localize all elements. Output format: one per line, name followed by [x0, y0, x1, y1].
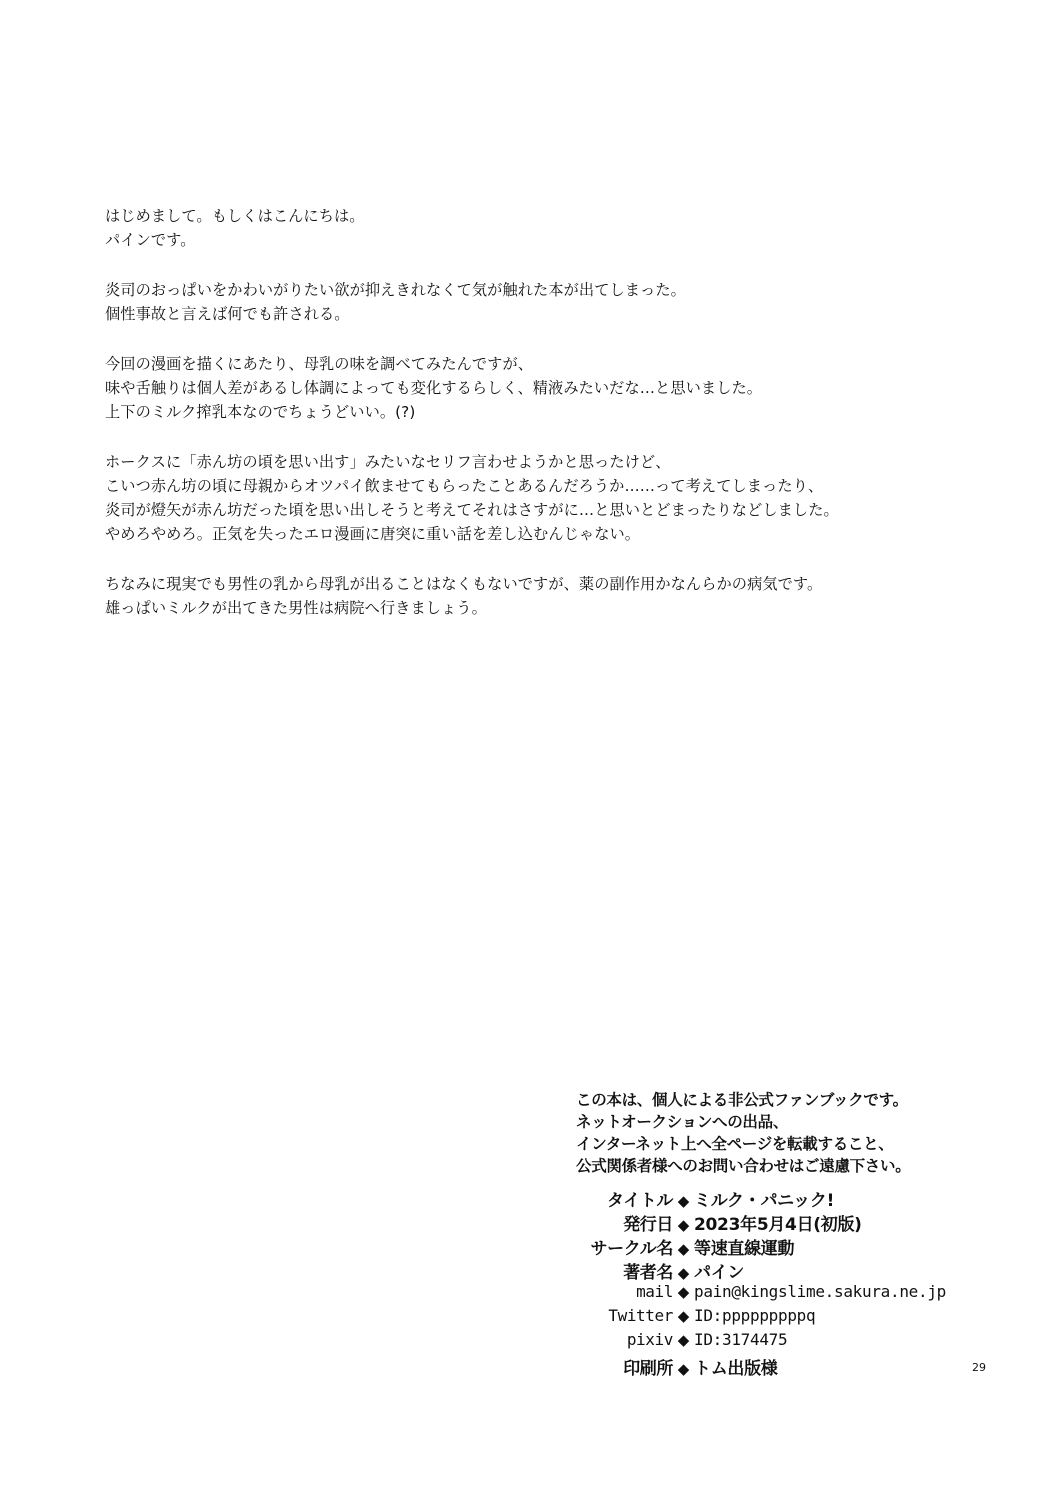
- colophon-label: Twitter: [608, 1306, 673, 1325]
- colophon-value: ID:3174475: [694, 1330, 788, 1349]
- afterword-paragraph-4: [105, 450, 1005, 546]
- afterword-line: 炎司が燈矢が赤ん坊だった頃を思い出しそうと考えてそれはさすがに…と思いとどまったりなどしました。: [105, 501, 839, 519]
- colophon-row-author: [560, 1258, 980, 1282]
- colophon-label: タイトル: [606, 1191, 673, 1211]
- colophon-row-mail: [560, 1282, 980, 1306]
- afterword-line: ちなみに現実でも男性の乳から母乳が出ることはなくもないですが、薬の副作用かなんらかの病気です。: [105, 575, 823, 593]
- afterword-line: 炎司のおっぱいをかわいがりたい欲が抑えきれなくて気が触れた本が出てしまった。: [105, 281, 686, 299]
- diamond-icon: ◆: [677, 1360, 690, 1378]
- afterword-text: [105, 204, 1005, 646]
- colophon-label: pixiv: [626, 1330, 673, 1349]
- colophon-label: mail: [636, 1282, 673, 1301]
- afterword-paragraph-2: [105, 278, 1005, 326]
- colophon-row-title: [560, 1186, 980, 1210]
- diamond-icon: ◆: [677, 1283, 690, 1301]
- afterword-line: パインです。: [105, 231, 196, 249]
- notice-line: インターネット上へ全ページを転載すること、: [576, 1135, 894, 1153]
- fanbook-notice: [576, 1089, 1046, 1177]
- afterword-line: 上下のミルク搾乳本なのでちょうどいい。(?): [105, 403, 416, 421]
- afterword-line: こいつ赤ん坊の頃に母親からオツパイ飲ませてもらったことあるんだろうか……って考えてしまったり、: [105, 477, 824, 495]
- colophon: [560, 1186, 980, 1378]
- diamond-icon: ◆: [677, 1216, 690, 1234]
- colophon-label: 発行日: [623, 1215, 673, 1235]
- colophon-value: 等速直線運動: [694, 1239, 795, 1259]
- notice-line: 公式関係者様へのお問い合わせはご遠慮下さい。: [576, 1157, 911, 1175]
- colophon-row-date: [560, 1210, 980, 1234]
- colophon-row-circle: [560, 1234, 980, 1258]
- colophon-value: ミルク・パニック!: [694, 1191, 835, 1211]
- afterword-line: はじめまして。もしくはこんにちは。: [105, 207, 365, 225]
- afterword-line: 雄っぱいミルクが出てきた男性は病院へ行きましょう。: [105, 599, 487, 617]
- diamond-icon: ◆: [677, 1192, 690, 1210]
- afterword-line: やめろやめろ。正気を失ったエロ漫画に唐突に重い話を差し込むんじゃない。: [105, 525, 641, 543]
- notice-line: この本は、個人による非公式ファンブックです。: [576, 1091, 908, 1109]
- colophon-value: トム出版様: [694, 1359, 778, 1379]
- colophon-row-twitter: [560, 1306, 980, 1330]
- colophon-row-printer: [560, 1354, 980, 1378]
- afterword-line: 個性事故と言えば何でも許される。: [105, 305, 350, 323]
- colophon-label: サークル名: [590, 1239, 673, 1259]
- afterword-line: ホークスに「赤ん坊の頃を思い出す」みたいなセリフ言わせようかと思ったけど、: [105, 453, 671, 471]
- colophon-row-pixiv: [560, 1330, 980, 1354]
- diamond-icon: ◆: [677, 1264, 690, 1282]
- afterword-line: 今回の漫画を描くにあたり、母乳の味を調べてみたんですが、: [105, 355, 534, 373]
- afterword-paragraph-3: [105, 352, 1005, 424]
- page-number: 29: [972, 1361, 986, 1374]
- colophon-value: 2023年5月4日(初版): [694, 1215, 862, 1235]
- colophon-value: ID:pppppppppq: [694, 1306, 816, 1325]
- colophon-label: 著者名: [623, 1263, 673, 1283]
- colophon-label: 印刷所: [623, 1359, 673, 1379]
- notice-line: ネットオークションへの出品、: [576, 1113, 789, 1131]
- afterword-paragraph-5: [105, 572, 1005, 620]
- diamond-icon: ◆: [677, 1307, 690, 1325]
- diamond-icon: ◆: [677, 1331, 690, 1349]
- afterword-line: 味や舌触りは個人差があるし体調によっても変化するらしく、精液みたいだな…と思いました。: [105, 379, 763, 397]
- colophon-value: パイン: [694, 1263, 745, 1283]
- colophon-value: pain@kingslime.sakura.ne.jp: [694, 1282, 946, 1301]
- diamond-icon: ◆: [677, 1240, 690, 1258]
- afterword-paragraph-1: [105, 204, 1005, 252]
